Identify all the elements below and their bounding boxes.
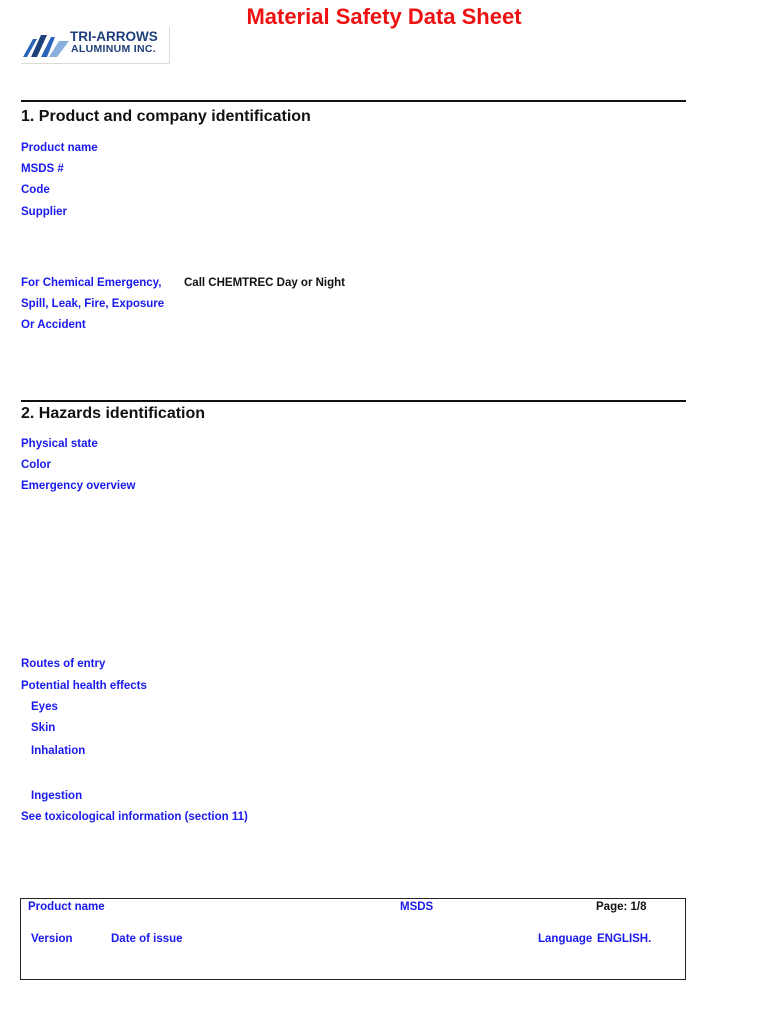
company-logo — [21, 27, 170, 64]
section-divider — [21, 400, 686, 402]
footer-page-number: Page: 1/8 — [596, 901, 647, 913]
label-potential-health-effects: Potential health effects — [21, 680, 147, 692]
label-emergency-line3: Or Accident — [21, 319, 86, 331]
label-routes-of-entry: Routes of entry — [21, 658, 106, 670]
footer-product-name: Product name — [28, 901, 105, 913]
arrows-logo-icon — [23, 33, 69, 57]
emergency-contact-value: Call CHEMTREC Day or Night — [184, 277, 346, 289]
label-skin: Skin — [31, 722, 56, 734]
label-product-name: Product name — [21, 142, 98, 154]
footer-language-value: ENGLISH. — [597, 933, 652, 945]
document-title: Material Safety Data Sheet — [246, 4, 522, 29]
logo-name: TRI-ARROWS — [70, 29, 158, 44]
label-ingestion: Ingestion — [31, 790, 83, 802]
footer-language-label: Language — [538, 933, 593, 945]
label-msds: MSDS # — [21, 163, 64, 175]
label-color: Color — [21, 459, 52, 471]
label-supplier: Supplier — [21, 206, 68, 218]
footer-date-of-issue: Date of issue — [111, 933, 183, 945]
label-physical-state: Physical state — [21, 438, 98, 450]
label-inhalation: Inhalation — [31, 745, 86, 757]
section-divider — [21, 100, 686, 102]
section-1-heading: 1. Product and company identification — [21, 108, 311, 125]
label-emergency-line2: Spill, Leak, Fire, Exposure — [21, 298, 165, 310]
footer-msds: MSDS — [400, 901, 434, 913]
label-eyes: Eyes — [31, 701, 58, 713]
label-see-toxicological: See toxicological information (section 11) — [21, 811, 248, 823]
page-footer — [20, 898, 686, 980]
logo-subtitle: ALUMINUM INC. — [71, 43, 156, 55]
label-emergency-overview: Emergency overview — [21, 480, 136, 492]
label-emergency-line1: For Chemical Emergency, — [21, 277, 162, 289]
section-2-heading: 2. Hazards identification — [21, 405, 206, 422]
footer-version: Version — [31, 933, 73, 945]
label-code: Code — [21, 184, 50, 196]
